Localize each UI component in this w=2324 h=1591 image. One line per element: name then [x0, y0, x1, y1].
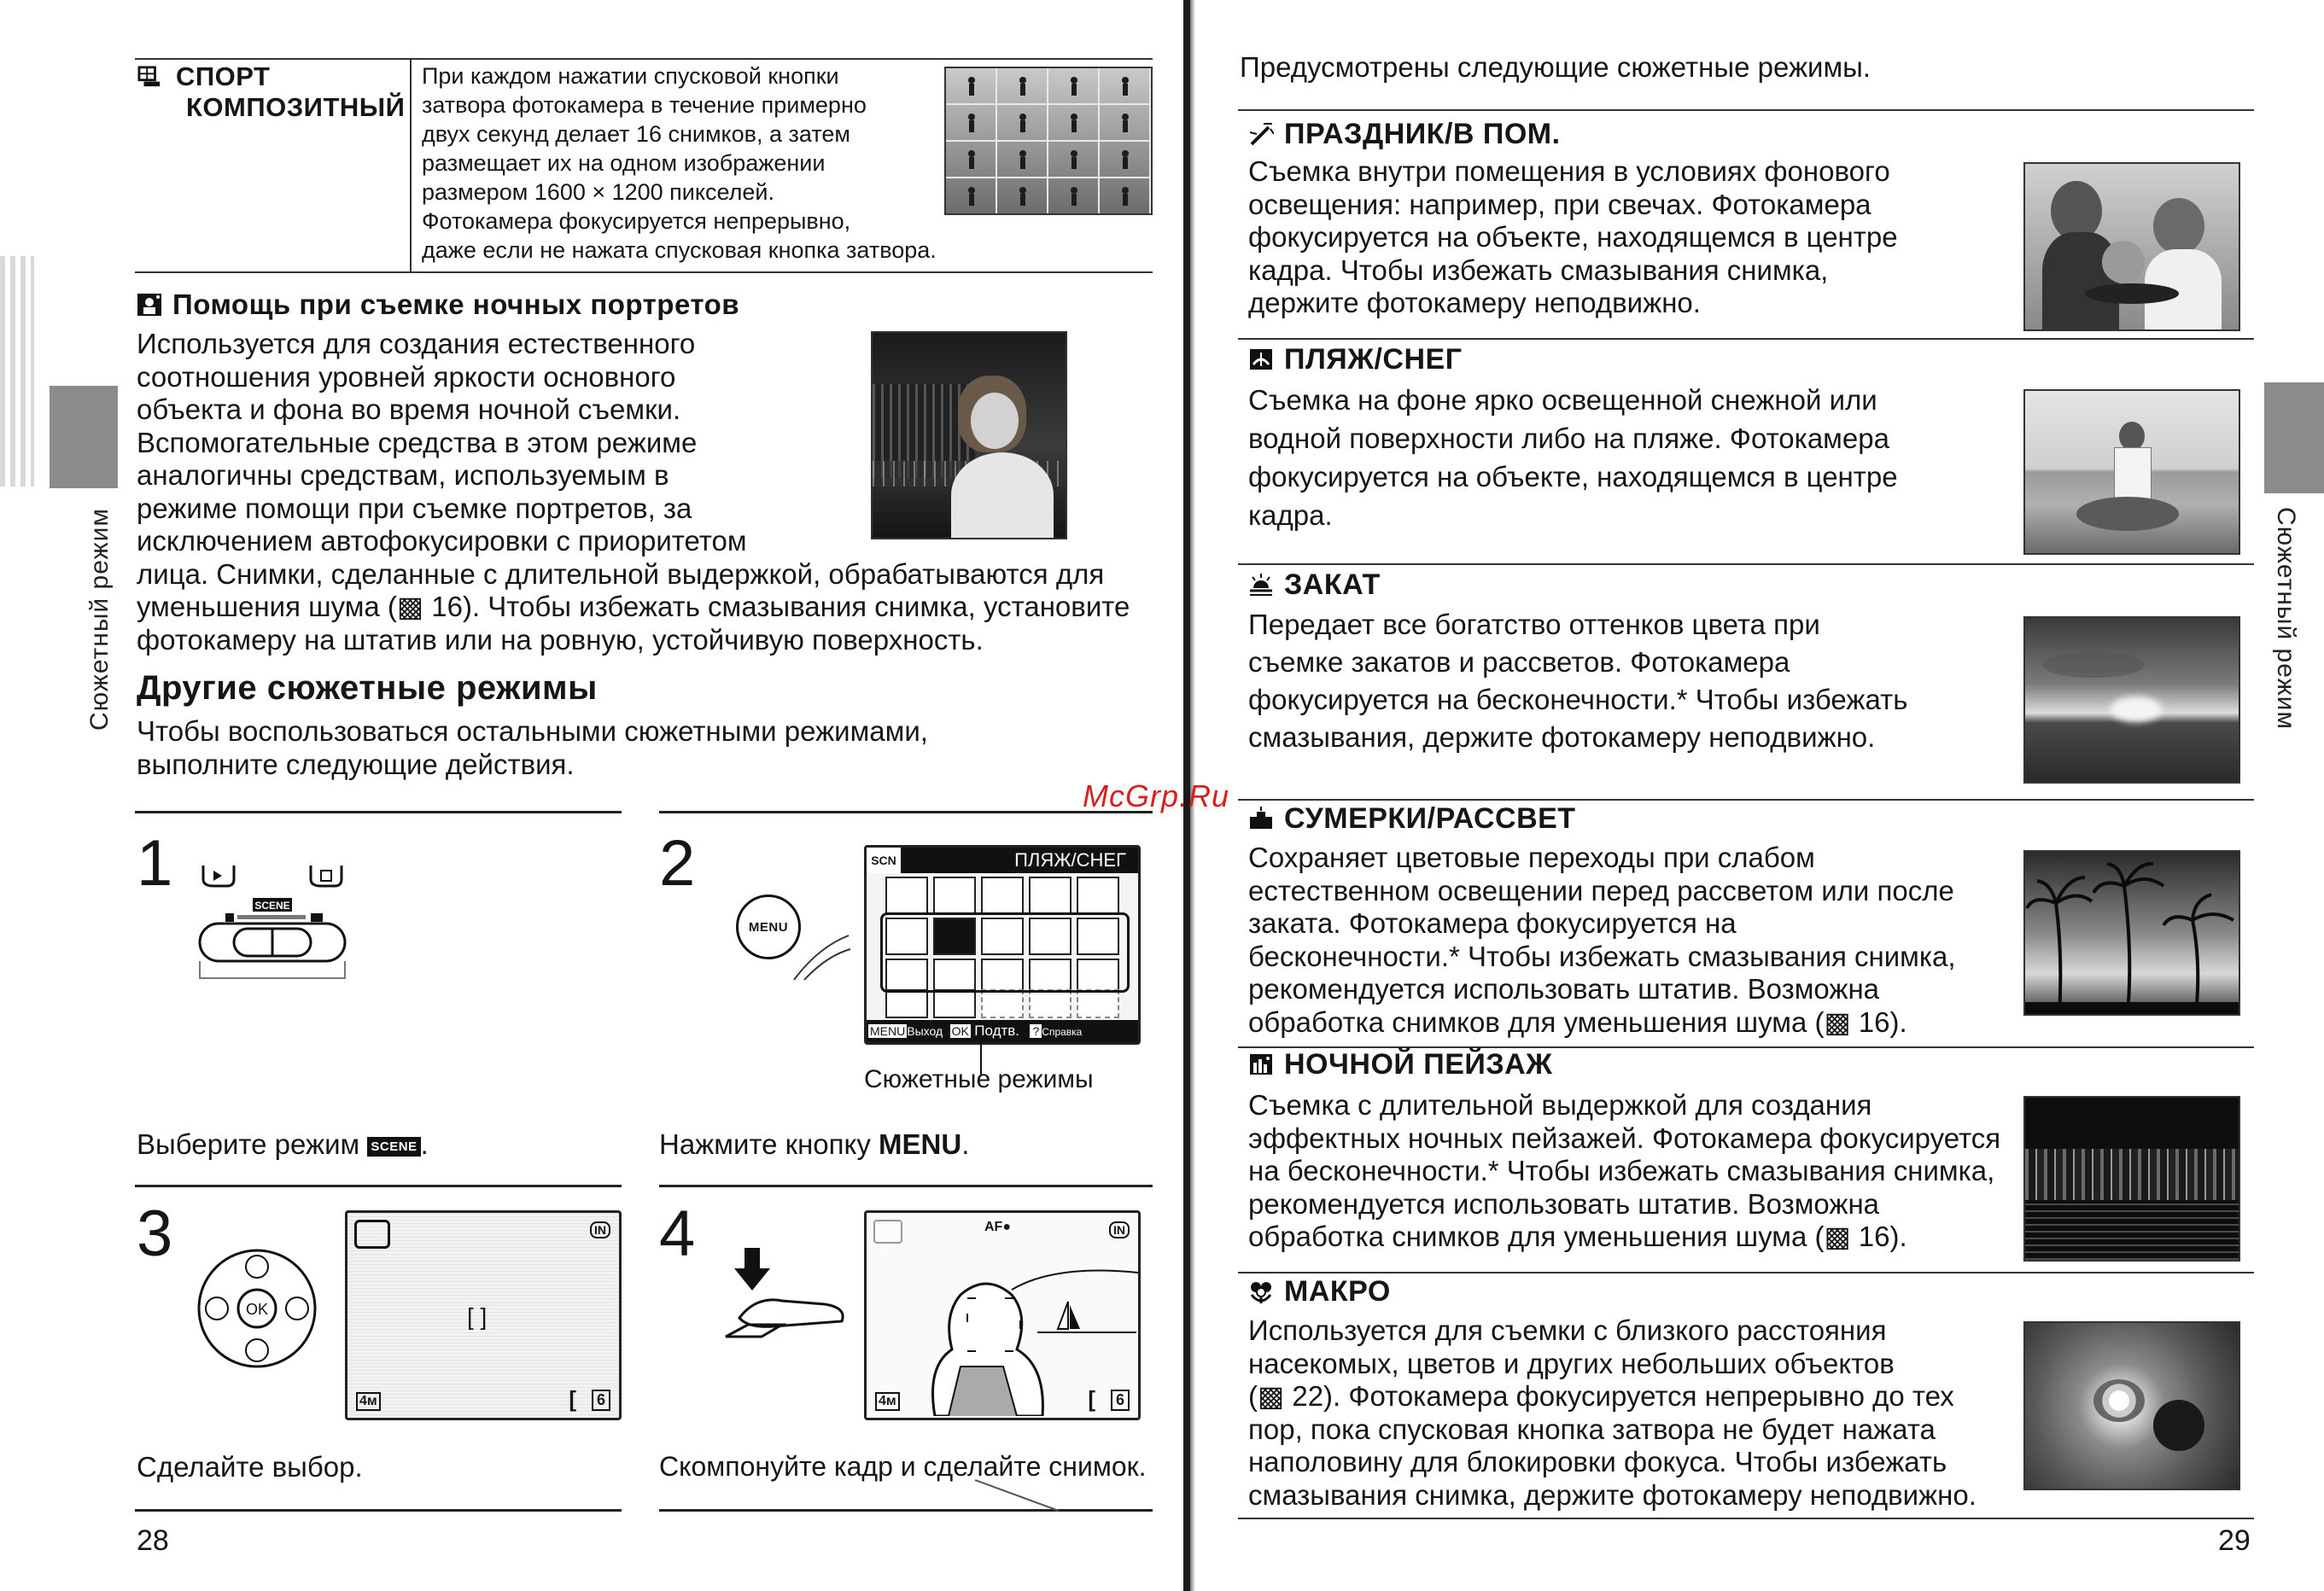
- memory-indicator: IN: [590, 1221, 610, 1238]
- scan-marks-left: [0, 256, 34, 487]
- sport-desc-line: Фотокамера фокусируется непрерывно,: [422, 208, 851, 234]
- dusk-photo: [2023, 850, 2240, 1016]
- card-bracket: [: [1088, 1386, 1095, 1412]
- step-1-caption-text: Выберите режим: [137, 1128, 368, 1160]
- other-modes-body: [137, 715, 928, 781]
- party-line: Съемка внутри помещения в условиях фонового: [1248, 155, 1890, 187]
- step2-top-rule: [659, 811, 1153, 813]
- watermark: McGrp.Ru: [1083, 778, 1230, 813]
- frame-counter: 6: [1111, 1390, 1130, 1411]
- party-line: держите фотокамеру неподвижно.: [1248, 287, 1701, 318]
- other-modes-line: Чтобы воспользоваться остальными сюжетными режимами,: [137, 715, 928, 747]
- step-4-number: 4: [659, 1198, 696, 1270]
- sport-label-line2: КОМПОЗИТНЫЙ: [186, 92, 406, 122]
- step4-top-rule: [659, 1185, 1153, 1187]
- step3-bottom-rule: [135, 1509, 622, 1512]
- macro-body: [1248, 1314, 1977, 1512]
- macro-heading: МАКРО: [1248, 1275, 1391, 1308]
- dusk-dawn-icon: [1248, 807, 1274, 830]
- macro-photo: [2023, 1321, 2240, 1490]
- sport-desc-line: размером 1600 × 1200 пикселей.: [422, 179, 774, 205]
- dusk-line: Сохраняет цветовые переходы при слабом: [1248, 842, 1815, 873]
- dusk-line: естественном освещении перед рассветом или после: [1248, 874, 1954, 906]
- step-4-caption: Скомпонуйте кадр и сделайте снимок.: [659, 1451, 1147, 1482]
- mode-rule: [1238, 799, 2254, 801]
- viewfinder-screen-step3: [345, 1210, 622, 1420]
- menu-cell[interactable]: [933, 989, 976, 1018]
- sport-label: [137, 61, 405, 123]
- sport-col-divider: [410, 58, 412, 273]
- menu-scn-tab: SCN: [867, 848, 901, 873]
- sport-desc-line: двух секунд делает 16 снимков, а затем: [422, 121, 850, 147]
- menu-cell[interactable]: [933, 877, 976, 914]
- macro-line: Используется для съемки с близкого расстояния: [1248, 1314, 1887, 1346]
- scene-mode-icon: SCENE: [367, 1137, 420, 1157]
- step1-top-rule: [135, 811, 622, 813]
- af-indicator: AF●: [984, 1220, 1011, 1234]
- memory-indicator: IN: [1109, 1221, 1130, 1238]
- step-2-number: 2: [659, 827, 696, 900]
- night-landscape-line: обработка снимков для уменьшения шума (▩ 16).: [1248, 1221, 1907, 1252]
- dusk-line: бесконечности.* Чтобы избежать смазывания снимка,: [1248, 940, 1956, 972]
- dusk-line: заката. Фотокамера фокусируется на: [1248, 907, 1737, 939]
- beach-line: фокусируется на объекте, находящемся в центре: [1248, 461, 1898, 492]
- party-heading: ПРАЗДНИК/В ПОМ.: [1248, 118, 1561, 151]
- other-modes-line: выполните следующие действия.: [137, 748, 575, 780]
- night-landscape-line: рекомендуется использовать штатив. Возможна: [1248, 1187, 1880, 1220]
- framed-subject-illustration: [867, 1238, 1138, 1416]
- sport-desc-line: размещает их на одном изображении: [422, 150, 826, 176]
- sunset-heading: ЗАКАТ: [1248, 568, 1381, 602]
- sport-desc-line: даже если не нажата спусковая кнопка затвора.: [422, 237, 937, 263]
- beach-heading: ПЛЯЖ/СНЕГ: [1248, 343, 1462, 376]
- sport-label-line1: СПОРТ: [176, 61, 271, 91]
- night-portrait-line: режиме помощи при съемке портретов, за: [137, 492, 692, 524]
- section-tab-right: [2264, 382, 2324, 493]
- sport-description: [422, 61, 937, 265]
- sunset-line: фокусируется на бесконечности.* Чтобы избежать: [1248, 684, 1908, 715]
- night-portrait-line: Вспомогательные средства в этом режиме: [137, 426, 698, 458]
- dusk-body: [1248, 842, 1956, 1039]
- sunset-body: [1248, 606, 1907, 756]
- beach-body: [1248, 381, 1898, 534]
- night-portrait-line: лица. Снимки, сделанные с длительной выдержкой, обрабатываются для: [137, 557, 1105, 590]
- page-number-left: 28: [137, 1524, 169, 1557]
- menu-cell[interactable]: [981, 877, 1024, 914]
- night-portrait-line: исключением автофокусировки с приоритетом: [137, 525, 747, 557]
- night-landscape-line: на бесконечности.* Чтобы избежать смазывания снимка,: [1248, 1155, 1995, 1186]
- night-portrait-line: аналогичны средствам, используемым в: [137, 459, 669, 491]
- sport-top-rule: [135, 58, 1153, 60]
- side-label-right: Сюжетный режим: [2272, 507, 2300, 731]
- scene-mode-indicator: [354, 1220, 390, 1249]
- step-1-caption: Выберите режим SCENE .: [137, 1128, 429, 1160]
- mode-dial-illustration: [191, 862, 353, 990]
- step-2-caption: Нажмите кнопку MENU.: [659, 1128, 970, 1160]
- macro-line: пор, пока спусковая кнопка затвора не будет нажата: [1248, 1413, 1936, 1445]
- menu-button-illustration[interactable]: [736, 895, 801, 959]
- party-line: кадра. Чтобы избежать смазывания снимка,: [1248, 254, 1829, 286]
- party-line: освещения: например, при свечах. Фотокамера: [1248, 188, 1871, 220]
- other-modes-title: Другие сюжетные режимы: [137, 669, 598, 707]
- section-tab-left: [50, 386, 118, 488]
- night-portrait-line: соотношения уровней яркости основного: [137, 360, 676, 393]
- scene-dial-label: SCENE: [254, 900, 290, 912]
- party-line: фокусируется на объекте, находящемся в центре: [1248, 221, 1898, 253]
- night-landscape-photo: [2023, 1096, 2240, 1262]
- page-number-right: 29: [2218, 1524, 2251, 1557]
- beach-photo: [2023, 389, 2240, 555]
- night-portrait-heading: [137, 288, 739, 321]
- step4-bottom-rule: [659, 1509, 1153, 1512]
- night-landscape-line: Съемка с длительной выдержкой для создания: [1248, 1089, 1872, 1121]
- beach-line: кадра.: [1248, 499, 1333, 531]
- night-portrait-line: объекта и фона во время ночной съемки.: [137, 393, 681, 425]
- macro-line: смазывания снимка, держите фотокамеру неподвижно.: [1248, 1478, 1977, 1511]
- macro-line: наполовину для блокировки фокуса. Чтобы избежать: [1248, 1446, 1947, 1477]
- sport-desc-line: затвора фотокамера в течение примерно: [422, 92, 867, 118]
- mode-rule: [1238, 1272, 2254, 1273]
- menu-cell[interactable]: [885, 877, 928, 914]
- sunset-line: смазывания, держите фотокамеру неподвижно.: [1248, 721, 1876, 753]
- beach-snow-icon: [1248, 347, 1274, 371]
- scene-menu-screen: [864, 845, 1141, 1045]
- night-portrait-title: Помощь при съемке ночных портретов: [172, 288, 740, 320]
- night-portrait-line: уменьшения шума (▩ 16). Чтобы избежать смазывания снимка, установите: [137, 591, 1130, 622]
- menu-cell[interactable]: [1077, 877, 1119, 914]
- viewfinder-screen-step4: [864, 1210, 1141, 1420]
- sunset-line: Передает все богатство оттенков цвета при: [1248, 609, 1820, 640]
- mode-rule: [1238, 1518, 2254, 1519]
- night-portrait-line: Используется для создания естественного: [137, 328, 696, 359]
- menu-cell[interactable]: [1029, 989, 1071, 1018]
- menu-button-label: MENU: [748, 919, 789, 935]
- menu-cell[interactable]: [981, 989, 1024, 1018]
- beach-line: водной поверхности либо на пляже. Фотокамера: [1248, 423, 1889, 454]
- image-size-indicator: 4м: [356, 1392, 381, 1411]
- sunset-line: съемке закатов и рассветов. Фотокамера: [1248, 646, 1790, 678]
- dusk-heading: СУМЕРКИ/РАССВЕТ: [1248, 802, 1576, 836]
- menu-title: ПЛЯЖ/СНЕГ: [1014, 849, 1126, 871]
- image-size-indicator: 4м: [875, 1392, 900, 1411]
- party-body: [1248, 155, 1898, 320]
- side-label-left: Сюжетный режим: [85, 508, 114, 731]
- sport-bottom-rule: [135, 271, 1153, 273]
- night-landscape-line: эффектных ночных пейзажей. Фотокамера фокусируется: [1248, 1122, 2001, 1154]
- macro-icon: [1248, 1279, 1274, 1303]
- night-portrait-line: фотокамеру на штатив или на ровную, устойчивую поверхность.: [137, 623, 984, 656]
- card-bracket: [: [569, 1386, 576, 1412]
- sport-desc-line: При каждом нажатии спусковой кнопки: [422, 63, 839, 89]
- menu-selection-frame: [880, 912, 1130, 993]
- mode-rule: [1238, 109, 2254, 111]
- caption-pointer-line: [973, 1478, 1067, 1512]
- beach-line: Съемка на фоне ярко освещенной снежной или: [1248, 384, 1877, 416]
- night-portrait-icon: [137, 293, 162, 317]
- dusk-line: обработка снимков для уменьшения шума (▩ 16).: [1248, 1005, 1907, 1038]
- macro-line: насекомых, цветов и других небольших объектов: [1248, 1347, 1895, 1379]
- focus-brackets: [ ]: [467, 1303, 488, 1330]
- step-1-number: 1: [137, 827, 173, 900]
- menu-cell[interactable]: [1029, 877, 1071, 914]
- intro-text: Предусмотрены следующие сюжетные режимы.: [1240, 51, 1871, 83]
- macro-line: (▩ 22). Фотокамера фокусируется непрерывно до тех: [1248, 1380, 1954, 1412]
- ok-label: OK: [245, 1301, 269, 1318]
- mode-rule: [1238, 563, 2254, 565]
- sport-composite-photo: [944, 67, 1153, 215]
- night-portrait-photo: [871, 331, 1067, 539]
- step-2-callout: Сюжетные режимы: [864, 1065, 1094, 1093]
- multi-selector-illustration[interactable]: [193, 1244, 321, 1372]
- finger-press-lines: [792, 930, 852, 982]
- sunset-photo: [2023, 616, 2240, 784]
- night-landscape-body: [1248, 1089, 2000, 1254]
- sunset-icon: [1248, 573, 1274, 597]
- menu-cell[interactable]: [1077, 989, 1119, 1018]
- sport-composite-icon: [137, 66, 162, 88]
- night-landscape-icon: [1248, 1052, 1274, 1076]
- step-3-caption: Сделайте выбор.: [137, 1451, 363, 1483]
- night-landscape-heading: НОЧНОЙ ПЕЙЗАЖ: [1248, 1048, 1552, 1081]
- party-photo: [2023, 162, 2240, 331]
- menu-bottom-bar: MENU Выход OK Подтв. ? Справка: [867, 1020, 1138, 1042]
- mode-rule: [1238, 338, 2254, 340]
- menu-cell[interactable]: [885, 989, 928, 1018]
- step3-top-rule: [135, 1185, 622, 1187]
- step-3-number: 3: [137, 1198, 173, 1270]
- menu-keyword: MENU: [879, 1128, 962, 1160]
- party-icon: [1248, 122, 1274, 146]
- shutter-press-illustration: [722, 1244, 850, 1355]
- frame-counter: 6: [592, 1390, 610, 1411]
- dusk-line: рекомендуется использовать штатив. Возможна: [1248, 973, 1880, 1005]
